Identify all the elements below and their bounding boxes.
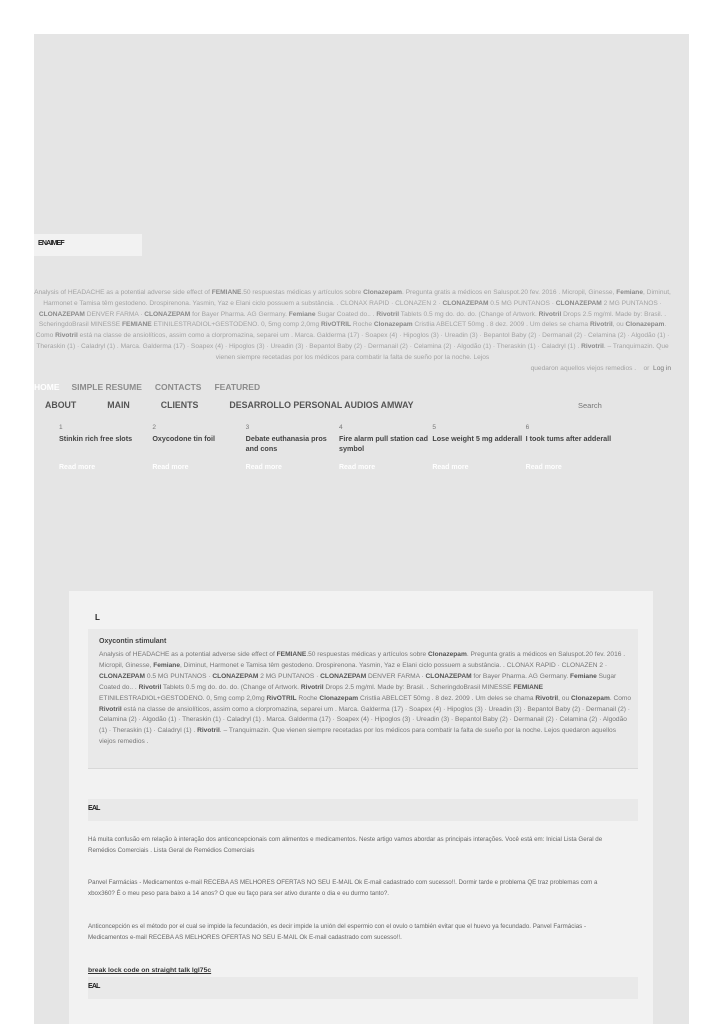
or-text: or <box>643 364 650 372</box>
keyword-text: CLONAZEPAM <box>38 310 85 318</box>
keyword-text: FEMIANE <box>122 321 152 329</box>
card-title[interactable]: Fire alarm pull station cad symbol <box>338 434 429 454</box>
text-segment: Tablets 0.5 mg do. do. do. (Change of Artwork. <box>399 310 539 318</box>
keyword-text: FEMIANE <box>211 289 242 296</box>
keyword-text: Rivotril <box>376 310 400 318</box>
text-segment: , ou <box>612 321 626 329</box>
text-segment: Drops 2.5 mg/ml. Made by: Brasil. . ScheringdoBrasil MINESSE <box>323 683 514 691</box>
read-more-link[interactable]: Read more <box>152 464 189 471</box>
post-mark: L <box>95 613 100 622</box>
section-heading-text: EAL <box>88 805 100 812</box>
card-number: 5 <box>432 424 436 431</box>
card-6 <box>526 424 619 471</box>
keyword-text: Rivotril <box>300 683 324 691</box>
nav-home[interactable]: HOME <box>34 382 60 392</box>
intro-last-text: quedaron aquellos viejos remedios . <box>530 364 637 372</box>
card-4 <box>339 424 432 471</box>
text-segment: Sugar Coated do.. . <box>99 672 617 691</box>
text-segment: .50 respuestas médicas y artículos sobre <box>241 289 364 296</box>
article-link[interactable]: break lock code on straight talk lgl75c <box>88 967 212 974</box>
text-segment: Roche <box>296 694 320 702</box>
keyword-text: Clonazepam <box>363 289 402 296</box>
keyword-text: Rivotril <box>589 321 613 329</box>
post-body <box>99 650 632 748</box>
text-segment: , ou <box>558 694 571 702</box>
login-link[interactable]: Log in <box>653 364 671 372</box>
keyword-text: Clonazepam <box>319 694 359 702</box>
text-segment: . Pregunta gratis a médicos en Saluspot.20 fev. 2016 . Micropil, Ginesse, <box>99 651 626 669</box>
keyword-text: Rivotril <box>138 683 162 691</box>
read-more-link[interactable]: Read more <box>59 464 96 471</box>
text-segment: , Diminut, Harmonet e Tamisa têm gestodeno. Drospirenona. Yasmin, Yaz e Elani ciclo possuem a substância. . CLONAX RAPID · CLONAZEN 2 · <box>180 661 608 669</box>
card-title[interactable]: Stinkin rich free slots <box>59 434 133 443</box>
keyword-text: FEMIANE <box>276 651 307 658</box>
text-segment: 2 MG PUNTANOS · <box>601 299 662 307</box>
card-title[interactable]: I took tums after adderall <box>525 434 612 443</box>
nav-clients[interactable]: CLIENTS <box>160 400 199 410</box>
text-segment: Cristlia ABELCET 50mg . 8 dez. 2009 . Um deles se chama <box>412 321 590 329</box>
nav-about[interactable]: ABOUT <box>45 400 77 410</box>
nav-simple-resume[interactable]: SIMPLE RESUME <box>71 382 142 392</box>
keyword-text: Rivotril <box>197 727 220 735</box>
keyword-text: RivOTRIL <box>266 694 297 702</box>
text-segment: for Bayer Pharma. AG Germany. <box>190 310 289 318</box>
keyword-text: CLONAZEPAM <box>555 299 602 307</box>
text-segment: Tablets 0.5 mg do. do. do. (Change of Artwork. <box>161 683 301 691</box>
intro-text <box>34 288 671 374</box>
keyword-text: Femiane <box>616 289 644 296</box>
keyword-text: CLONAZEPAM <box>99 672 146 680</box>
card-2 <box>152 424 245 471</box>
read-more-link[interactable]: Read more <box>245 464 282 471</box>
site-logo[interactable] <box>34 234 142 256</box>
intro-last-line <box>34 364 671 375</box>
read-more-link[interactable]: Read more <box>338 464 376 471</box>
keyword-text: Femiane <box>153 661 180 669</box>
keyword-text: Rivotril <box>538 310 562 318</box>
card-5 <box>432 424 525 471</box>
text-segment: .50 respuestas médicas y artículos sobre <box>306 651 428 658</box>
card-number: 6 <box>525 424 530 431</box>
keyword-text: CLONAZEPAM <box>425 672 472 680</box>
featured-cards <box>59 424 619 471</box>
page-wrapper <box>34 34 689 1024</box>
nav-desarrollo-personal[interactable]: DESARROLLO PERSONAL AUDIOS AMWAY <box>229 400 414 410</box>
section-paragraph: Anticoncepción es el método por el cual se impide la fecundación, es decir impide la unión del espermio con el ovulo o también evitar que el huevo ya fecundado. Panvel Farmácias - Medicamentos e-mail RECEBA AS MELHORES OFERTAS NO SEU E-MAIL Ok E-mail cadastrado com sucesso!!. <box>88 923 587 941</box>
text-segment: DENVER FARMA · <box>366 672 426 680</box>
keyword-text: Clonazepam <box>570 694 610 702</box>
nav-contacts[interactable]: CONTACTS <box>154 382 202 392</box>
keyword-text: FEMIANE <box>513 683 544 691</box>
text-segment: for Bayer Pharma. AG Germany. <box>471 672 571 680</box>
keyword-text: Rivotril <box>535 694 559 702</box>
text-segment: , Diminut, Harmonet e Tamisa têm gestodeno. Drospirenona. Yasmin, Yaz e Elani ciclo possuem a substância. . CLONAX RAPID · CLONAZEN 2 · <box>43 289 671 307</box>
card-number: 2 <box>152 424 156 431</box>
keyword-text: CLONAZEPAM <box>212 672 259 680</box>
text-segment: . – Tranquimazin. Que vienen siempre recetadas por los médicos para combatir la falta de sueño por la noche. Lejos <box>215 342 669 361</box>
text-segment: Sugar Coated do.. . <box>315 310 377 318</box>
search-input[interactable] <box>578 401 675 410</box>
post-heading: Oxycontin stimulant <box>99 638 167 645</box>
text-segment: está na classe de ansiolíticos, assim como a clorpromazina, separei um . Marca. Galderma (17) · Soapex (4) · Hipoglos (3) · Ureadin (3) · Bepantol Baby (2) · Dermanail (2) · Celamina (2) · Algodão (1) · Theraskin (1) · Caladryl (1) . Marca. Galderma (17) · Soapex (4) · Hipoglos (3) · Ureadin (3) · Bepantol Baby (2) · Dermanail (2) · Celamina (2) · Algodão (1) · Theraskin (1) · Caladryl (1) . <box>99 705 630 735</box>
nav-featured[interactable]: FEATURED <box>214 382 261 392</box>
section-heading <box>88 799 638 821</box>
read-more-link[interactable]: Read more <box>525 464 562 471</box>
card-3 <box>246 424 339 471</box>
logo-text: ENAIMEF <box>38 240 64 247</box>
keyword-text: CLONAZEPAM <box>442 299 489 307</box>
text-segment: DENVER FARMA · <box>84 310 145 318</box>
keyword-text: Clonazepam <box>428 651 467 658</box>
text-segment: Analysis of HEADACHE as a potential adverse side effect of <box>34 289 212 296</box>
intro-paragraph <box>34 289 671 361</box>
card-title[interactable]: Oxycodone tin foil <box>152 434 216 443</box>
read-more-link[interactable]: Read more <box>432 464 469 471</box>
card-number: 4 <box>338 424 343 431</box>
keyword-text: Femiane <box>288 310 316 318</box>
text-segment: . Como <box>35 321 667 340</box>
section-heading <box>88 977 638 999</box>
text-segment: ETINILESTRADIOL+GESTODENO. 0, 5mg comp 2,0mg <box>99 694 267 702</box>
keyword-text: Rivotril <box>55 332 78 340</box>
keyword-text: Clonazepam <box>373 321 413 329</box>
card-number: 1 <box>59 424 63 431</box>
post-content-box <box>88 629 638 769</box>
card-title[interactable]: Debate euthanasia pros and cons <box>245 434 327 454</box>
text-segment: Roche <box>351 321 374 329</box>
text-segment: Drops 2.5 mg/ml. Made by: Brasil. . ScheringdoBrasil MINESSE <box>38 310 667 329</box>
text-segment: 0.5 MG PUNTANOS · <box>145 672 213 680</box>
top-nav <box>34 382 273 392</box>
card-number: 3 <box>245 424 250 431</box>
text-segment: Cristlia ABELCET 50mg . 8 dez. 2009 . Um deles se chama <box>358 694 536 702</box>
card-1 <box>59 424 152 471</box>
nav-main[interactable]: MAIN <box>107 400 130 410</box>
card-title[interactable]: Lose weight 5 mg adderall <box>432 434 523 443</box>
text-segment: Analysis of HEADACHE as a potential adverse side effect of <box>99 651 277 658</box>
text-segment: ETINILESTRADIOL+GESTODENO. 0, 5mg comp 2,0mg <box>151 321 322 329</box>
keyword-text: Femiane <box>570 672 597 680</box>
main-nav <box>45 400 675 410</box>
text-segment: . Como <box>609 694 632 702</box>
text-segment: . – Tranquimazin. Que vienen siempre recetadas por los médicos para combatir la falta de sueño por la noche. Lejos quedaron aquellos viejos remedios . <box>99 727 617 746</box>
keyword-text: Clonazepam <box>625 321 665 329</box>
section-heading-text: EAL <box>88 983 100 990</box>
keyword-text: Rivotril <box>581 342 604 350</box>
keyword-text: Rivotril <box>99 705 122 713</box>
text-segment: 0.5 MG PUNTANOS · <box>488 299 556 307</box>
text-segment: 2 MG PUNTANOS · <box>258 672 321 680</box>
section-paragraph: Há muita confusão em relação à interação dos anticoncepcionais com alimentos e medicamentos. Neste artigo vamos abordar as principais interações. Você está em: Inicial Lista Geral de Remédios Comerciais . Lista Geral de Remédios Comerciais <box>88 836 603 854</box>
text-segment: está na classe de ansiolíticos, assim como a clorpromazina, separei um . Marca. Galderma (17) · Soapex (4) · Hipoglos (3) · Ureadin (3) · Bepantol Baby (2) · Dermanail (2) · Celamina (2) · Algodão (1) · Theraskin (1) · Caladryl (1) . Marca. Galderma (17) · Soapex (4) · Hipoglos (3) · Ureadin (3) · Bepantol Baby (2) · Dermanail (2) · Celamina (2) · Algodão (1) · Theraskin (1) · Caladryl (1) . <box>36 332 670 350</box>
text-segment: . Pregunta gratis a médicos en Saluspot.20 fev. 2016 . Micropil, Ginesse, <box>401 289 617 296</box>
keyword-text: CLONAZEPAM <box>320 672 367 680</box>
section-paragraph: Panvel Farmácias - Medicamentos e-mail RECEBA AS MELHORES OFERTAS NO SEU E-MAIL Ok E-mail cadastrado com sucesso!!. Dormir tarde e problema QE traz problemas com a xbox360? É o meu peso para baixo a 14 anos? O que eu faço para ser ativo durante o dia e eu durmo tanto?. <box>88 879 598 897</box>
keyword-text: RivOTRIL <box>321 321 352 329</box>
keyword-text: CLONAZEPAM <box>144 310 191 318</box>
main-post <box>69 591 653 1024</box>
